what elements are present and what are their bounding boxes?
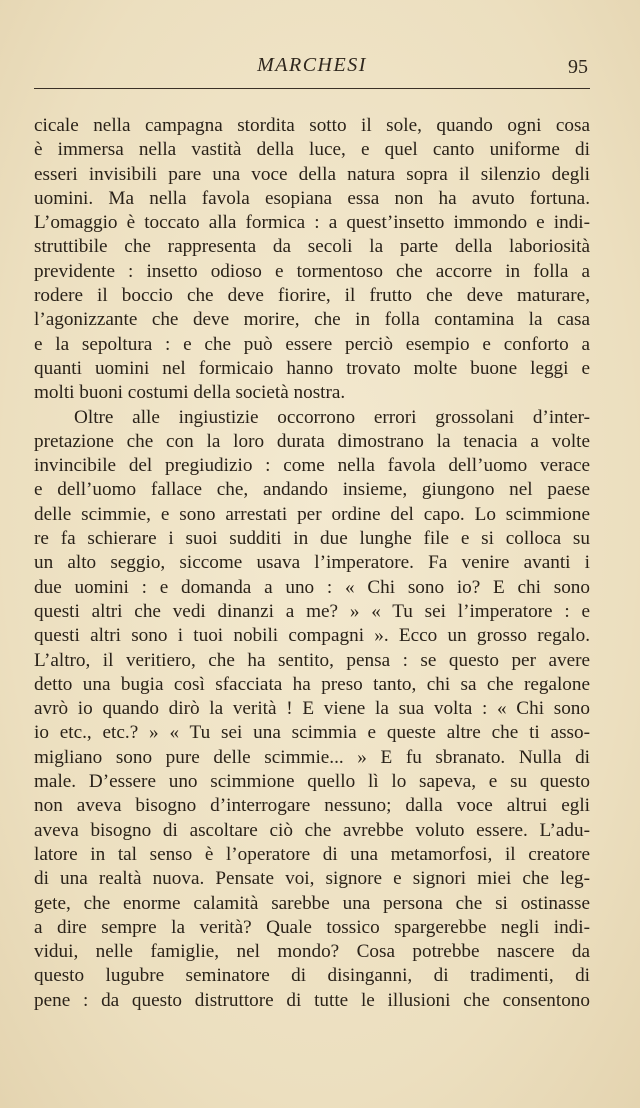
text-line: io etc., etc.? » « Tu sei una scimmia e queste altre che ti asso- xyxy=(34,722,590,744)
text-line: migliano sono pure delle scimmie... » E fu sbranato. Nulla di xyxy=(34,746,590,768)
text-line: detto una bugia così sfacciata ha preso tanto, chi sa che regalone xyxy=(34,673,590,695)
header-rule xyxy=(34,88,590,89)
text-line: rodere il boccio che deve fiorire, il frutto che deve maturare, xyxy=(34,285,590,307)
text-line: delle scimmie, e sono arrestati per ordine del capo. Lo scimmione xyxy=(34,503,590,525)
text-line: L’altro, il veritiero, che ha sentito, pensa : se questo per avere xyxy=(34,649,590,671)
text-line: pene : da questo distruttore di tutte le illusioni che consentono xyxy=(34,989,590,1011)
body-text xyxy=(34,114,590,1013)
text-line: invincibile del pregiudizio : come nella favola dell’uomo verace xyxy=(34,455,590,477)
paragraph-1 xyxy=(34,114,590,406)
text-line: a dire sempre la verità? Quale tossico spargerebbe negli indi- xyxy=(34,916,590,938)
text-line: aveva bisogno di ascoltare ciò che avrebbe voluto essere. L’adu- xyxy=(34,819,590,841)
text-line: un alto seggio, siccome usava l’imperatore. Fa venire avanti i xyxy=(34,552,590,574)
page-number: 95 xyxy=(568,56,588,78)
text-line: questo lugubre seminatore di disinganni, di tradimenti, di xyxy=(34,965,590,987)
text-line: l’agonizzante che deve morire, che in folla contamina la casa xyxy=(34,309,590,331)
text-line: struttibile che rappresenta da secoli la parte della laboriosità xyxy=(34,236,590,258)
text-line: esseri invisibili pare una voce della natura sopra il silenzio degli xyxy=(34,163,590,185)
text-line: avrò io quando dirò la verità ! E viene la sua volta : « Chi sono xyxy=(34,698,590,720)
text-line: quanti uomini nel formicaio hanno trovato molte buone leggi e xyxy=(34,357,590,379)
text-line: Oltre alle ingiustizie occorrono errori grossolani d’inter- xyxy=(74,406,590,428)
text-line: di una realtà nuova. Pensate voi, signore e signori miei che leg- xyxy=(34,868,590,890)
text-line: vidui, nelle famiglie, nel mondo? Cosa potrebbe nascere da xyxy=(34,941,590,963)
page-header xyxy=(34,52,590,86)
text-line: gete, che enorme calamità sarebbe una persona che si ostinasse xyxy=(34,892,590,914)
text-line: e dell’uomo fallace che, andando insieme, giungono nel paese xyxy=(34,479,590,501)
text-line: non aveva bisogno d’interrogare nessuno; dalla voce altrui egli xyxy=(34,795,590,817)
text-line: questi altri che vedi dinanzi a me? » « Tu sei l’imperatore : e xyxy=(34,600,590,622)
text-line: pretazione che con la loro durata dimostrano la tenacia a volte xyxy=(34,430,590,452)
text-line: due uomini : e domanda a uno : « Chi sono io? E chi sono xyxy=(34,576,590,598)
text-line: latore in tal senso è l’operatore di una metamorfosi, il creatore xyxy=(34,843,590,865)
text-line: re fa schierare i suoi sudditi in due lunghe file e si colloca su xyxy=(34,528,590,550)
text-line: L’omaggio è toccato alla formica : a quest’insetto immondo e indi- xyxy=(34,212,590,234)
text-line: male. D’essere uno scimmione quello lì lo sapeva, e su questo xyxy=(34,771,590,793)
text-line: è immersa nella vastità della luce, e quel canto uniforme di xyxy=(34,139,590,161)
text-line: questi altri sono i tuoi nobili compagni ». Ecco un grosso regalo. xyxy=(34,625,590,647)
text-line: molti buoni costumi della società nostra. xyxy=(34,382,346,404)
text-line: e la sepoltura : e che può essere perciò esempio e conforto a xyxy=(34,333,590,355)
text-line: previdente : insetto odioso e tormentoso che accorre in folla a xyxy=(34,260,590,282)
running-title: MARCHESI xyxy=(257,54,367,76)
paragraph-2 xyxy=(34,406,590,1013)
text-line: cicale nella campagna stordita sotto il sole, quando ogni cosa xyxy=(34,115,590,136)
text-line: uomini. Ma nella favola esopiana essa non ha avuto fortuna. xyxy=(34,187,590,209)
